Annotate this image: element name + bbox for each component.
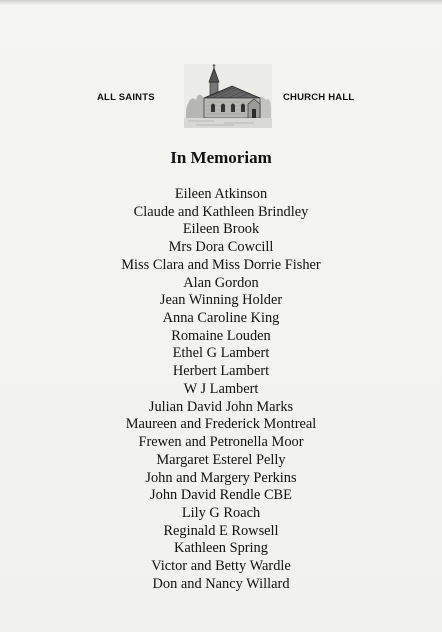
list-item: Julian David John Marks xyxy=(148,398,294,415)
page-top-edge xyxy=(0,0,442,5)
page-title: In Memoriam xyxy=(170,148,272,167)
list-item: Claude and Kathleen Brindley xyxy=(133,203,309,220)
list-item: Anna Caroline King xyxy=(162,310,280,327)
list-item: Jean Winning Holder xyxy=(159,292,283,309)
list-item: Alan Gordon xyxy=(183,274,259,291)
list-item: Mrs Dora Cowcill xyxy=(168,239,274,256)
list-item: John David Rendle CBE xyxy=(150,487,292,504)
list-item: Ethel G Lambert xyxy=(172,345,270,362)
list-item: Frewen and Petronella Moor xyxy=(138,434,304,451)
list-item: John and Margery Perkins xyxy=(145,469,297,486)
list-item: Romaine Louden xyxy=(171,327,271,344)
list-item: Don and Nancy Willard xyxy=(152,575,290,592)
list-item: Margaret Esterel Pelly xyxy=(156,451,286,468)
list-item: W J Lambert xyxy=(183,380,259,397)
letterhead xyxy=(0,62,442,132)
list-item: Reginald E Rowsell xyxy=(163,522,279,539)
list-item: Herbert Lambert xyxy=(172,363,270,380)
list-item: Miss Clara and Miss Dorrie Fisher xyxy=(121,256,321,273)
list-item: Kathleen Spring xyxy=(174,540,268,557)
list-item: Eileen Atkinson xyxy=(174,186,268,202)
list-item: Maureen and Frederick Montreal xyxy=(125,416,317,433)
list-item: Eileen Brook xyxy=(182,221,260,238)
list-item: Victor and Betty Wardle xyxy=(151,558,291,575)
letterhead-left-text: ALL SAINTS xyxy=(97,92,155,103)
memorial-names-list xyxy=(0,186,442,594)
church-sketch-image xyxy=(184,64,272,128)
letterhead-right-text: CHURCH HALL xyxy=(283,92,355,103)
list-item: Lily G Roach xyxy=(181,504,261,521)
